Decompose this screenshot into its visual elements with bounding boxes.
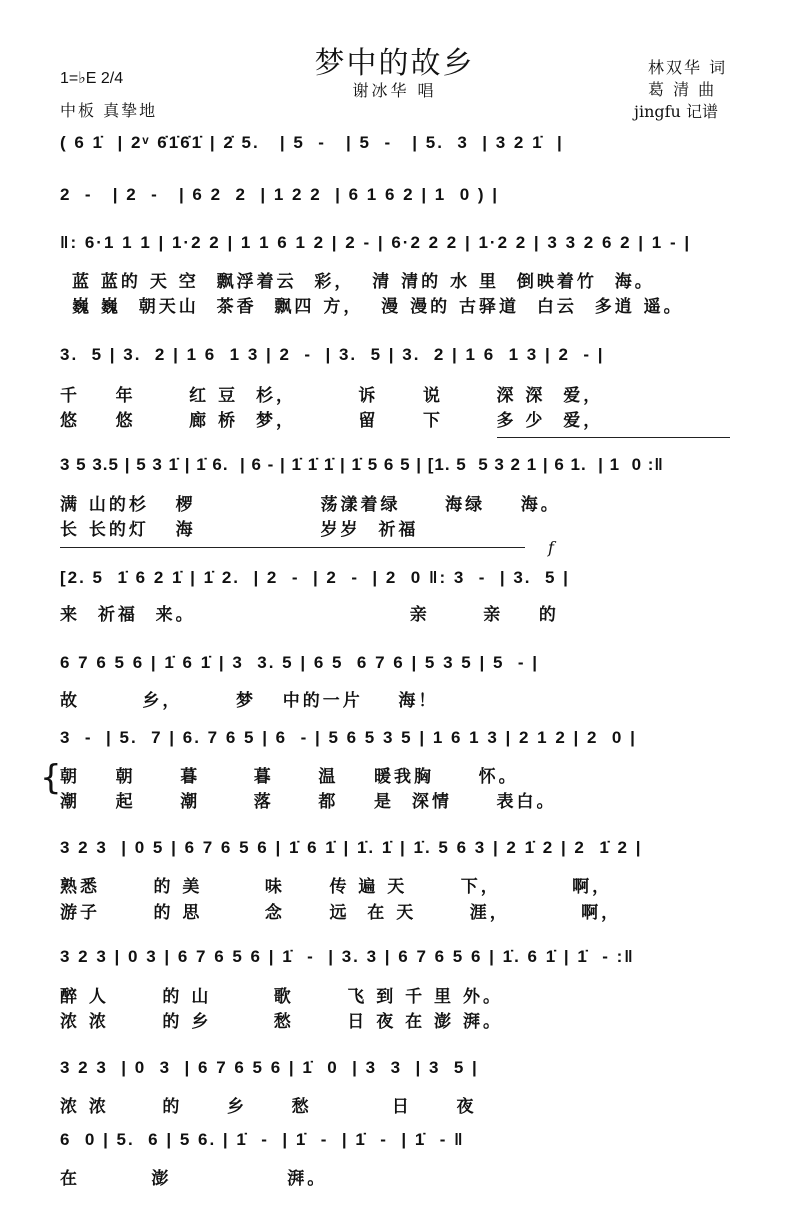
lyric-line-8-verse-1: 朝 朝 暮 暮 温 暖我胸 怀。: [60, 767, 519, 787]
score-title: 梦中的故乡: [314, 46, 475, 81]
lyric-line-9-verse-1: 熟悉 的 美 味 传 遍 天 下， 啊，: [60, 877, 613, 897]
score-line-2-notes: 2 - | 2 - | 6 2 2 | 1 2 2 | 6 1 6 2 | 1 0 ) |: [60, 185, 500, 204]
score-line-3-notes: ‖: 6·1 1 1 | 1·2 2 | 1 1 6 1 2 | 2 - | 6·2 2 2 | 1·2 2 | 3 3 2 6 2 | 1 - |: [60, 233, 692, 252]
lyric-line-6: 来 祈福 来。 亲 亲 的: [60, 605, 559, 625]
lyric-line-7: 故 乡， 梦 中的一片 海！: [60, 691, 439, 711]
verse-brace: {: [40, 758, 62, 798]
lyric-line-8-verse-2: 潮 起 潮 落 都 是 深情 表白。: [60, 792, 557, 812]
score-line-10-notes: 3 2 3 | 0 3 | 6 7 6 5 6 | 1̇ - | 3. 3 | 6 7 6 5 6 | 1̇. 6 1̇ | 1̇ - :‖: [60, 947, 635, 966]
lyric-line-11: 浓 浓 的 乡 愁 日 夜: [60, 1097, 477, 1117]
score-line-8-notes: 3 - | 5. 7 | 6. 7 6 5 | 6 - | 5 6 5 3 5 | 1 6 1 3 | 2 1 2 | 2 0 |: [60, 728, 637, 747]
score-line-5-notes: 3 5 3.5 | 5 3 1̇ | 1̇ 6. | 6 - | 1̇ 1̇ 1̇ | 1̇ 5 6 5 | [1. 5 5 3 2 1 | 6 1. | 1 0 :‖: [60, 455, 664, 474]
score-line-1-notes: ( 6 1̇ | 2ᵛ 6̇1̇6̇1̇ | 2̇ 5. | 5 - | 5 - | 5. 3 | 3 2 1̇ |: [60, 133, 564, 152]
score-line-9-notes: 3 2 3 | 0 5 | 6 7 6 5 6 | 1̇ 6 1̇ | 1̇. 1̇ | 1̇. 5 6 3 | 2 1̇ 2 | 2 1̇ 2 |: [60, 838, 643, 857]
volta-1-bracket: [497, 437, 730, 438]
dynamic-f: f: [548, 538, 554, 557]
lyric-line-4-verse-2: 悠 悠 廊 桥 梦， 留 下 多 少 爱，: [60, 411, 604, 431]
lyric-line-4-verse-1: 千 年 红 豆 杉， 诉 说 深 深 爱，: [60, 386, 604, 406]
lyric-line-12: 在 澎 湃。: [60, 1169, 328, 1189]
lyric-line-10-verse-2: 浓 浓 的 乡 愁 日 夜 在 澎 湃。: [60, 1012, 503, 1032]
score-line-12-notes: 6 0 | 5. 6 | 5 6. | 1̇ - | 1̇ - | 1̇ - | 1̇ - ‖: [60, 1130, 465, 1149]
lyric-line-9-verse-2: 游子 的 思 念 远 在 天 涯， 啊，: [60, 903, 622, 923]
transcriber-credit: jingfu 记谱: [634, 102, 718, 121]
lyric-line-3-verse-2: 巍 巍 朝天山 茶香 飘四 方， 漫 漫的 古驿道 白云 多逍 遥。: [72, 297, 684, 317]
score-line-6-notes: [2. 5 1̇ 6 2 1̇ | 1̇ 2. | 2 - | 2 - | 2 0 ‖: 3 - | 3. 5 |: [60, 568, 570, 587]
lyric-line-5-verse-2: 长 长的灯 海 岁岁 祈福: [60, 520, 419, 540]
tempo-marking: 中板 真挚地: [60, 101, 158, 120]
singer-credit: 谢冰华 唱: [352, 81, 437, 100]
lyric-line-5-verse-1: 满 山的杉 椤 荡漾着绿 海绿 海。: [60, 495, 561, 515]
lyric-line-10-verse-1: 醉 人 的 山 歌 飞 到 千 里 外。: [60, 987, 503, 1007]
composer-credit: 葛 清 曲: [648, 80, 717, 99]
score-line-4-notes: 3. 5 | 3. 2 | 1 6 1 3 | 2 - | 3. 5 | 3. 2 | 1 6 1 3 | 2 - |: [60, 345, 605, 364]
lyric-line-3-verse-1: 蓝 蓝的 天 空 飘浮着云 彩， 清 清的 水 里 倒映着竹 海。: [72, 272, 655, 292]
key-signature: 1=♭E 2/4: [60, 70, 124, 87]
score-line-11-notes: 3 2 3 | 0 3 | 6 7 6 5 6 | 1̇ 0 | 3 3 | 3 5 |: [60, 1058, 479, 1077]
lyricist-credit: 林双华 词: [648, 58, 728, 77]
volta-2-bracket: [60, 547, 525, 548]
score-line-7-notes: 6 7 6 5 6 | 1̇ 6 1̇ | 3 3. 5 | 6 5 6 7 6 | 5 3 5 | 5 - |: [60, 653, 539, 672]
